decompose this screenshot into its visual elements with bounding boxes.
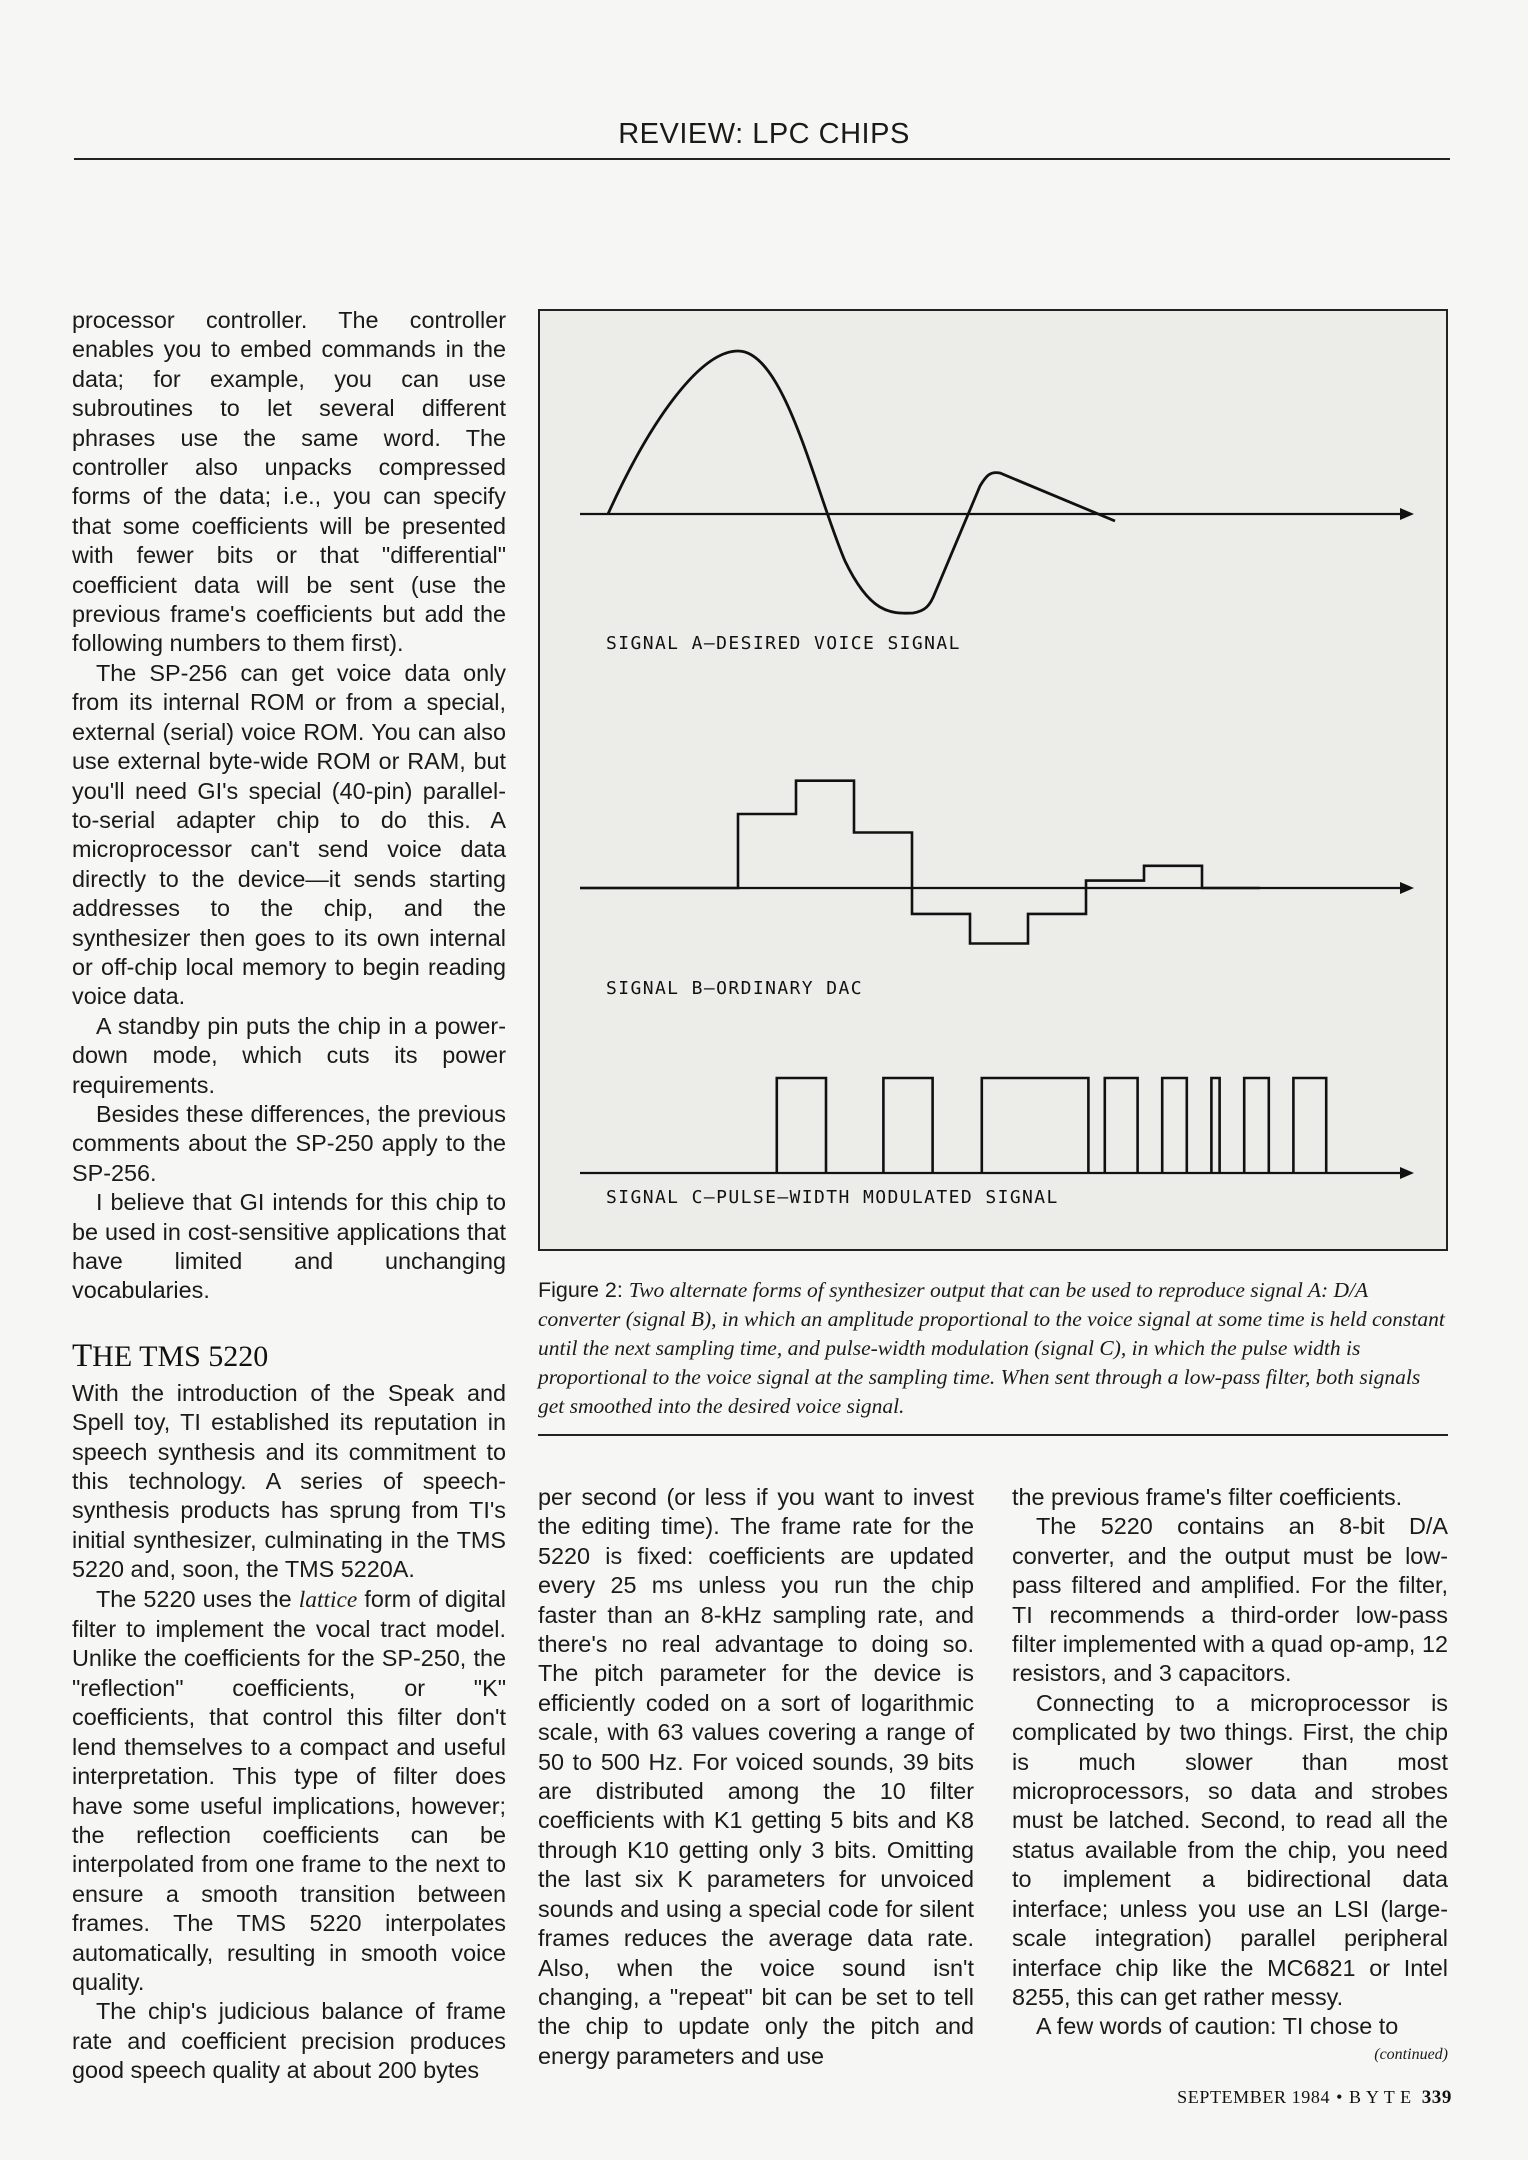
- axis-c-arrow: [1400, 1167, 1414, 1179]
- figure-diagram: [540, 311, 1446, 1249]
- footer-bullet: •: [1336, 2087, 1343, 2107]
- signal-c-pulse: [1211, 1078, 1219, 1173]
- signal-b-group: [580, 781, 1260, 944]
- paragraph: Connecting to a microprocessor is complicated by two things. First, the chip is much slower than most microprocessors, so data and strobes must be latched. Second, to read all the status available from the chip, you need to implement a bidirectional data interface; unless you use an LSI (large-scale integration) parallel peripheral interface chip like the MC6821 or Intel 8255, this can get rather messy.: [1012, 1689, 1448, 2010]
- caption-text: Two alternate forms of synthesizer output that can be used to reproduce signal A: D/A converter (signal B), in which an amplitude proportional to the voice signal at some time is held constant until the next sampling time, and pulse-width modulation (signal C), in which the pulse width is proportional to the voice signal at the sampling time. When sent through a low-pass filter, both signals get smoothed into the desired voice signal.: [538, 1278, 1445, 1418]
- signal-c-group: [777, 1078, 1326, 1173]
- right-column: [1012, 1483, 1448, 2066]
- section-heading: THE TMS 5220: [72, 1337, 269, 1374]
- paragraph: A standby pin puts the chip in a power-down mode, which cuts its power requirements.: [72, 1012, 506, 1098]
- paragraph: With the introduction of the Speak and Spell toy, TI established its reputation in speech synthesis and its commitment to this technology. A series of speech-synthesis products has sprung from TI's initial synthesizer, culminating in the TMS 5220 and, soon, the TMS 5220A.: [72, 1379, 506, 1583]
- header-title: REVIEW: LPC CHIPS: [618, 118, 910, 150]
- paragraph: per second (or less if you want to invest the editing time). The frame rate for the 5220 is fixed: coefficients are updated every 25 ms unless you run the chip faster than an 8-kHz sampling rate, and there's no real advantage to doing so. The pitch parameter for the device is efficiently coded on a sort of logarithmic scale, with 63 values covering a range of 50 to 500 Hz. For voiced sounds, 39 bits are distributed among the 10 filter coefficients with K1 getting 5 bits and K8 through K10 getting only 3 bits. Omitting the last six K parameters for unvoiced sounds and using a special code for silent frames reduces the average data rate. Also, when the voice sound isn't changing, a "repeat" bit can be set to tell the chip to update only the pitch and energy parameters and use: [538, 1484, 974, 2069]
- caption-label: Figure 2:: [538, 1278, 623, 1302]
- paragraph: The 5220 uses the lattice form of digital filter to implement the vocal tract model. Unlike the coefficients for the SP-250, the "reflection" coefficients, or "K" coefficients, that control this filter don't lend themselves to a compact and useful interpretation. This type of filter does have some useful implications, however; the reflection coefficients can be interpolated from one frame to the next to ensure a smooth transition between frames. The TMS 5220 interpolates automatically, resulting in smooth voice quality.: [72, 1585, 507, 1995]
- paragraph: The 5220 contains an 8-bit D/A converter, and the output must be low-pass filtered and amplified. For the filter, TI recommends a third-order low-pass filter implemented with a quad op-amp, 12 resistors, and 3 capacitors.: [1012, 1513, 1448, 1687]
- paragraph: A few words of caution: TI chose to: [1036, 2013, 1399, 2040]
- signal-c-pulse: [982, 1078, 1089, 1173]
- signal-b-label: SIGNAL B—ORDINARY DAC: [606, 978, 863, 999]
- signal-c-pulse: [1162, 1078, 1187, 1173]
- signal-a-curve: [608, 351, 1115, 613]
- figure-panel: [538, 309, 1448, 1251]
- paragraph: I believe that GI intends for this chip to be used in cost-sensitive applications that have limited and unchanging vocabularies.: [72, 1189, 506, 1304]
- signal-c-pulse: [1293, 1078, 1326, 1173]
- signal-b-staircase: [580, 781, 1260, 944]
- signal-c-pulse: [883, 1078, 932, 1173]
- footer-date: SEPTEMBER 1984: [1177, 2087, 1331, 2107]
- signal-c-pulse: [777, 1078, 826, 1173]
- middle-column: [538, 1483, 974, 2071]
- axis-b-arrow: [1400, 882, 1414, 894]
- page-number: 339: [1421, 2087, 1452, 2108]
- paragraph: processor controller. The controller enables you to embed commands in the data; for example, you can use subroutines to let several different phrases use the same word. The controller also unpacks compressed forms of the data; i.e., you can specify that some coefficients will be presented with fewer bits or that "differential" coefficient data will be sent (use the previous frame's coefficients but add the following numbers to them first).: [72, 307, 506, 657]
- footer-magazine: B Y T E: [1348, 2087, 1412, 2107]
- paragraph: the previous frame's filter coefficients.: [1012, 1484, 1403, 1510]
- left-column: [72, 306, 506, 2086]
- paragraph: Besides these differences, the previous comments about the SP-250 apply to the SP-256.: [72, 1100, 506, 1186]
- header-rule: [74, 158, 1450, 160]
- axis-a-arrow: [1400, 508, 1414, 520]
- signal-c-label: SIGNAL C—PULSE—WIDTH MODULATED SIGNAL: [606, 1187, 1059, 1208]
- signal-c-pulse: [1244, 1078, 1269, 1173]
- signal-c-pulse: [1105, 1078, 1138, 1173]
- continued-note: (continued): [1374, 2045, 1448, 2063]
- signal-a-label: SIGNAL A—DESIRED VOICE SIGNAL: [606, 633, 961, 654]
- paragraph: The chip's judicious balance of frame rate and coefficient precision produces good speech quality at about 200 bytes: [72, 1998, 506, 2084]
- page-footer: [1177, 2087, 1452, 2109]
- figure-caption: [538, 1276, 1446, 1421]
- paragraph: The SP-256 can get voice data only from its internal ROM or from a special, external (serial) voice ROM. You can also use external byte-wide ROM or RAM, but you'll need GI's special (40-pin) parallel-to-serial adapter chip to do this. A microprocessor can't send voice data directly to the device—it sends starting addresses to the chip, and the synthesizer then goes to its own internal or off-chip local memory to begin reading voice data.: [72, 659, 506, 1010]
- caption-rule: [538, 1434, 1448, 1436]
